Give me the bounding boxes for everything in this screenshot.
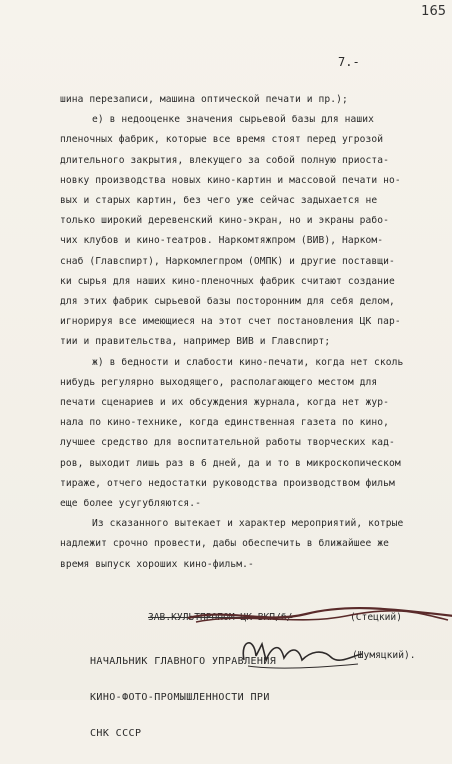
title-line: СНК СССР <box>90 728 142 739</box>
handwritten-signature <box>236 630 366 674</box>
body-line: нибудь регулярно выходящего, располагающего местом для <box>60 376 378 388</box>
body-line: игнорируя все имеющиеся на этот счет постановления ЦК пар- <box>60 316 401 328</box>
document-body <box>60 90 440 575</box>
body-line: пленочных фабрик, которые все время стоят перед угрозой <box>60 134 384 146</box>
page-number: 7.- <box>338 55 360 69</box>
strikethrough-scribble <box>186 604 452 630</box>
body-line: вых и старых картин, без чего уже сейчас задыхается не <box>60 195 378 207</box>
body-line: печати сценариев и их обсуждения журнала, когда нет жур- <box>60 397 390 409</box>
body-line: тии и правительства, например ВИВ и Главспирт; <box>60 336 331 348</box>
title-line: КИНО-ФОТО-ПРОМЫШЛЕННОСТИ ПРИ <box>90 692 270 703</box>
body-line: Из сказанного вытекает и характер мероприятий, котрые <box>92 518 404 530</box>
struck-signatory-name: (Стецкий) <box>350 612 402 623</box>
body-line: ки сырья для наших кино-пленочных фабрик считают создание <box>60 275 395 287</box>
body-line: чих клубов и кино-театров. Наркомтяжпром (ВИВ), Нарком- <box>60 235 384 247</box>
body-line: новку производства новых кино-картин и массовой печати но- <box>60 174 401 186</box>
title-line: НАЧАЛЬНИК ГЛАВНОГО УПРАВЛЕНИЯ <box>90 656 277 667</box>
body-line: шина перезаписи, машина оптической печати и пр.); <box>60 94 348 105</box>
body-line: для этих фабрик сырьевой базы посторонним для себя делом, <box>60 296 395 308</box>
struck-position-line: ЗАВ.КУЛЬТПРОПОМ ЦК ВКП/б/ <box>148 612 293 623</box>
body-line: нала по кино-технике, когда единственная газета по кино, <box>60 417 390 429</box>
body-line: ров, выходит лишь раз в 6 дней, да и то в микроскопическом <box>60 457 401 469</box>
body-line: время выпуск хороших кино-фильм.- <box>60 558 254 570</box>
body-line: снаб (Главспирт), Наркомлегпром (ОМПК) и другие поставщи- <box>60 255 395 267</box>
body-line: надлежит срочно провести, дабы обеспечить в ближайшее же <box>60 538 390 550</box>
body-line: лучшее средство для воспитательной работы творческих кад- <box>60 437 395 449</box>
body-line: тираже, отчего недостатки руководства производством фильм <box>60 477 395 489</box>
body-line: только широкий деревенский кино-экран, но и экраны рабо- <box>60 215 390 227</box>
body-line: ж) в бедности и слабости кино-печати, когда нет сколь <box>92 356 404 368</box>
body-line: е) в недооценке значения сырьевой базы для наших <box>92 114 375 126</box>
body-line: длительного закрытия, влекущего за собой полную приоста- <box>60 154 390 166</box>
body-line: еще более усугубляются.- <box>60 498 202 510</box>
signatory-name: (Шумяцкий). <box>352 650 416 661</box>
archive-number: 165 <box>421 4 446 19</box>
